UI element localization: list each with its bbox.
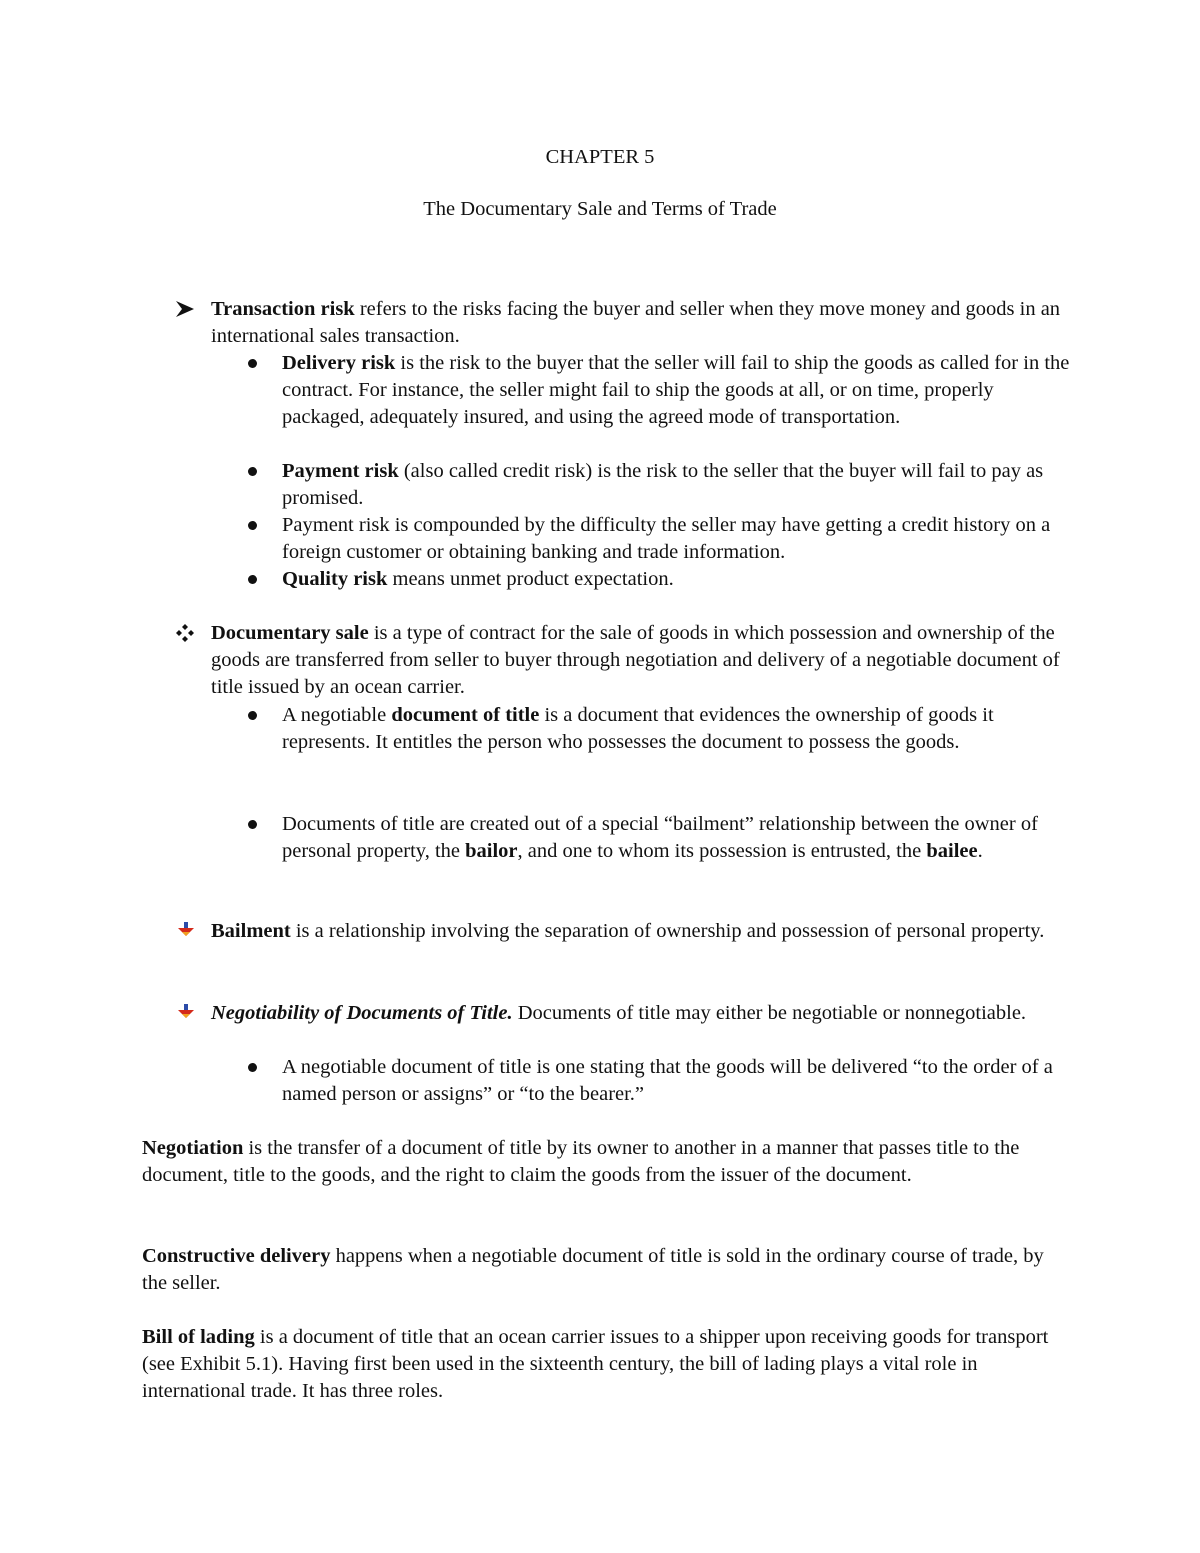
bill-of-lading-term: Bill of lading: [142, 1326, 255, 1348]
bailment-item: [211, 918, 1061, 945]
four-diamond-icon: [176, 624, 194, 642]
documentary-sale-item: [211, 620, 1061, 701]
constructive-delivery-text: happens when a negotiable document of title is sold in the ordinary course of trade, by the seller.: [142, 1245, 1044, 1294]
documentary-sale-text: is a type of contract for the sale of goods in which possession and ownership of the goods are transferred from seller to buyer through negotiation and delivery of a negotiable document of title issued by an ocean carrier.: [211, 622, 1060, 698]
documentary-sale-term: Documentary sale: [211, 622, 369, 644]
bullet-dot-icon: [248, 521, 257, 530]
delivery-risk-term: Delivery risk: [282, 352, 396, 374]
chapter-heading: CHAPTER 5: [545, 146, 655, 168]
chapter-title: The Documentary Sale and Terms of Trade: [423, 198, 777, 220]
payment-risk-compound-item: Payment risk is compounded by the difficulty the seller may have getting a credit history on a foreign customer or obtaining banking and trade information.: [282, 514, 1051, 563]
quality-risk-item: [282, 566, 1072, 593]
bullet-dot-icon: [248, 359, 257, 368]
bullet-dot-icon: [248, 820, 257, 829]
down-arrow-icon: [178, 922, 194, 938]
bailment-origin-mid: , and one to whom its possession is entrusted, the: [517, 840, 927, 862]
constructive-delivery-paragraph: [142, 1243, 1057, 1297]
bailor-term: bailor: [465, 840, 518, 862]
bailment-origin-item: [282, 811, 1072, 865]
bullet-dot-icon: [248, 467, 257, 476]
bill-of-lading-paragraph: [142, 1324, 1067, 1405]
constructive-delivery-term: Constructive delivery: [142, 1245, 331, 1267]
down-arrow-icon: [178, 1004, 194, 1020]
negotiability-term: Negotiability of Documents of Title.: [211, 1002, 513, 1024]
negotiability-item: [211, 1000, 1061, 1027]
document-of-title-item: [282, 702, 1072, 756]
arrowhead-icon: [175, 300, 195, 318]
bullet-dot-icon: [248, 575, 257, 584]
bailment-term: Bailment: [211, 920, 291, 942]
bailee-term: bailee: [926, 840, 978, 862]
document-of-title-post: is a document that evidences the ownership of goods it represents. It entitles the person who possesses the document to possess the goods.: [282, 704, 994, 753]
payment-risk-item: [282, 458, 1072, 512]
delivery-risk-item: [282, 350, 1072, 431]
bill-of-lading-text: is a document of title that an ocean carrier issues to a shipper upon receiving goods for transport (see Exhibit 5.1). Having first been used in the sixteenth century, the bill of lading plays a vital role in international trade. It has three roles.: [142, 1326, 1049, 1402]
transaction-risk-text: refers to the risks facing the buyer and seller when they move money and goods in an international sales transaction.: [211, 298, 1061, 347]
negotiation-text: is the transfer of a document of title by its owner to another in a manner that passes title to the document, title to the goods, and the right to claim the goods from the issuer of the document.: [142, 1137, 1020, 1186]
bailment-text: is a relationship involving the separation of ownership and possession of personal property.: [290, 920, 1045, 942]
delivery-risk-text: is the risk to the buyer that the seller will fail to ship the goods as called for in the contract. For instance, the seller might fail to ship the goods at all, or on time, properly packaged, adequately insured, and using the agreed mode of transportation.: [282, 352, 1070, 428]
payment-risk-term: Payment risk: [282, 460, 399, 482]
transaction-risk-term: Transaction risk: [211, 298, 355, 320]
negotiability-text: Documents of title may either be negotiable or nonnegotiable.: [512, 1002, 1027, 1024]
bullet-dot-icon: [248, 711, 257, 720]
quality-risk-term: Quality risk: [282, 568, 388, 590]
quality-risk-text: means unmet product expectation.: [387, 568, 674, 590]
document-of-title-pre: A negotiable: [282, 704, 392, 726]
transaction-risk-item: [211, 296, 1061, 350]
bailment-origin-pre: Documents of title are created out of a special “bailment” relationship between the owner of personal property, the: [282, 813, 1038, 862]
negotiable-document-item: A negotiable document of title is one stating that the goods will be delivered “to the order of a named person or assigns” or “to the bearer.”: [282, 1056, 1053, 1105]
bullet-dot-icon: [248, 1063, 257, 1072]
document-of-title-term: document of title: [391, 704, 540, 726]
payment-risk-text: (also called credit risk) is the risk to the seller that the buyer will fail to pay as promised.: [282, 460, 1044, 509]
negotiation-term: Negotiation: [142, 1137, 244, 1159]
negotiation-paragraph: [142, 1135, 1057, 1189]
bailment-origin-post: .: [977, 840, 983, 862]
